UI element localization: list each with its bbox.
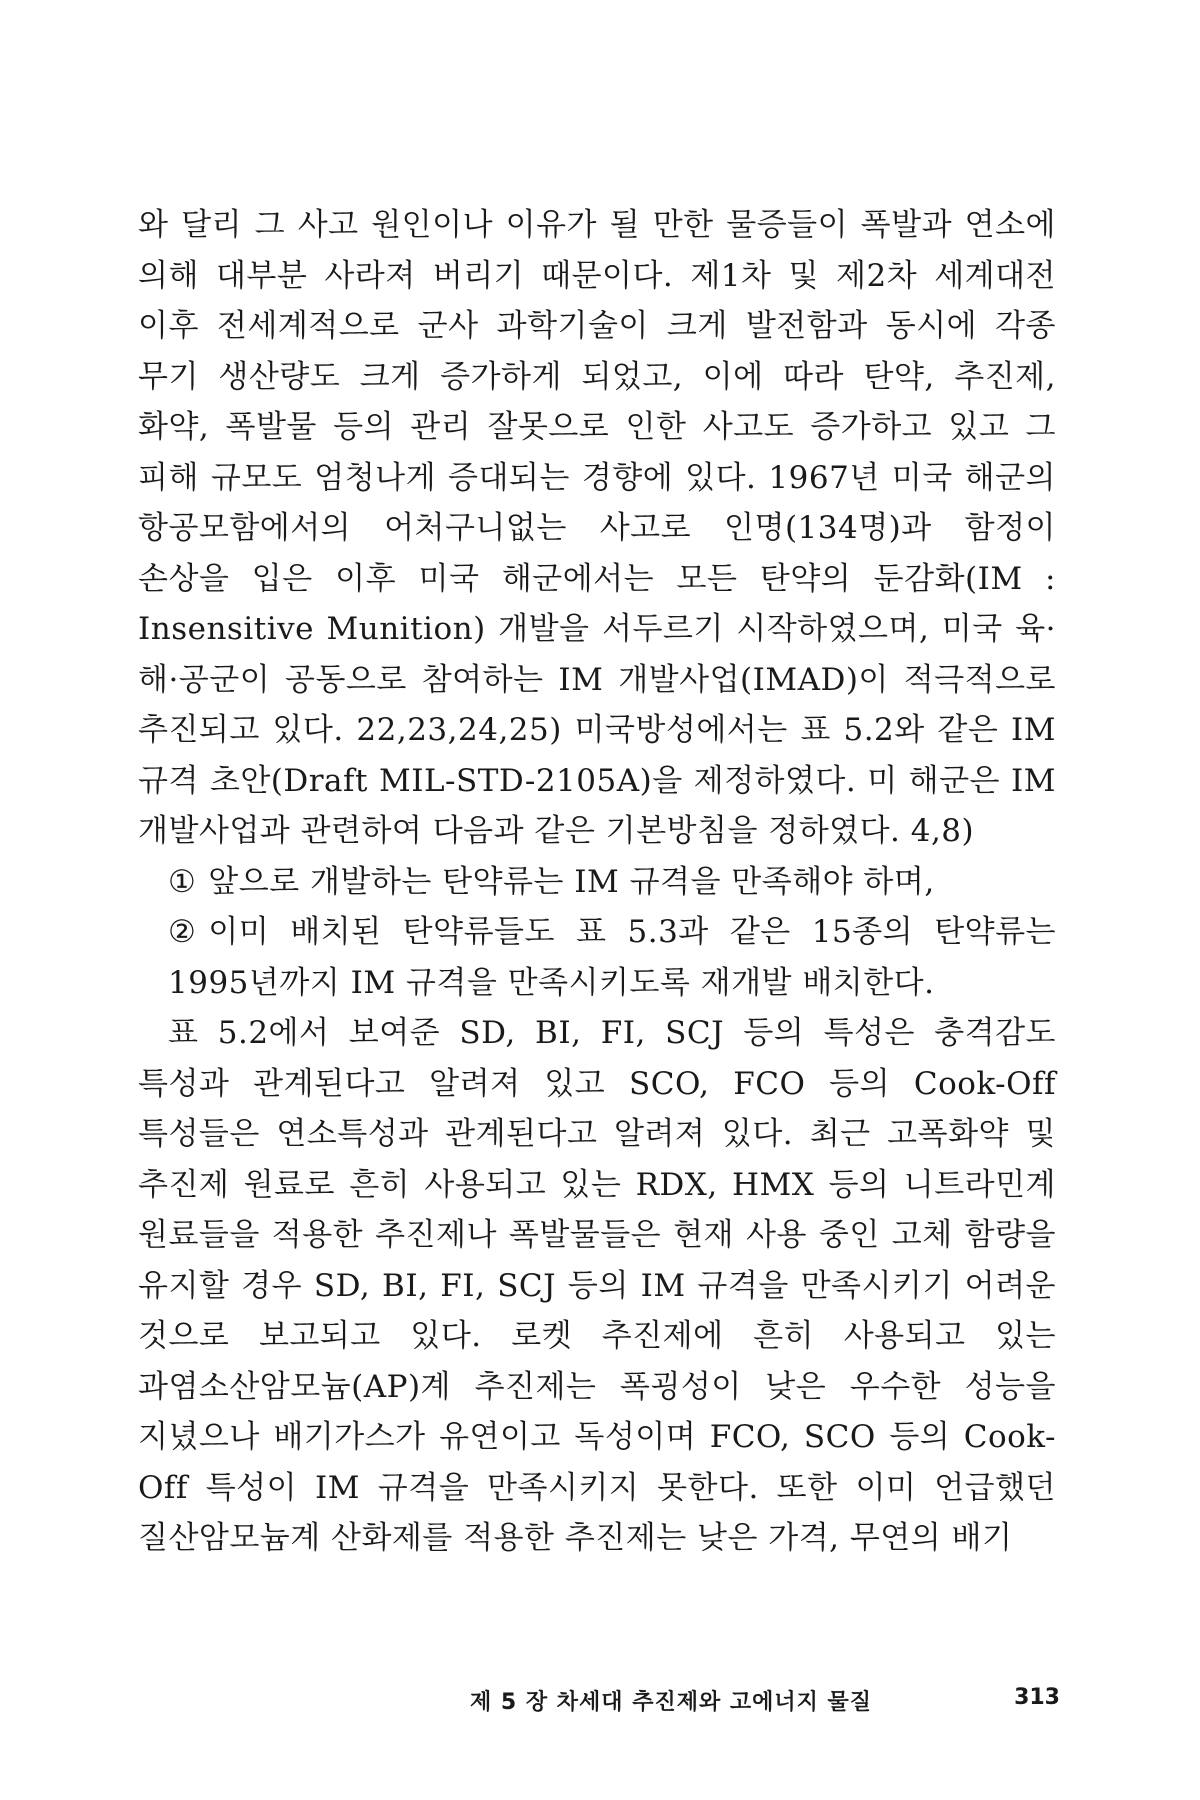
body-paragraph: 와 달리 그 사고 원인이나 이유가 될 만한 물증들이 폭발과 연소에 의해 대부분 사라져 버리기 때문이다. 제1차 및 제2차 세계대전 이후 전세계적으로 군사 과학기술이 크게 발전함과 동시에 각종 무기 생산량도 크게 증가하게 되었고, 이에 따라 탄약, 추진제, 화약, 폭발물 등의 관리 잘못으로 인한 사고도 증가하고 있고 그 피해 규모도 엄청나게 증대되는 경향에 있다. 1967년 미국 해군의 항공모함에서의 어처구니없는 사고로 인명(134명)과 함정이 손상을 입은 이후 미국 해군에서는 모든 탄약의 둔감화(IM : Insensitive Munition) 개발을 서두르기 시작하였으며, 미국 육·해·공군이 공동으로 참여하는 IM 개발사업(IMAD)이 적극적으로 추진되고 있다. 22,23,24,25) 미국방성에서는 표 5.2와 같은 IM 규격 초안(Draft MIL-STD-2105A)을 제정하였다. 미 해군은 IM 개발사업과 관련하여 다음과 같은 기본방침을 정하였다. 4,8) xyxy=(138,207,1056,849)
page-footer xyxy=(470,1685,1060,1716)
policy-list xyxy=(138,857,1056,1009)
list-marker: ① xyxy=(168,863,197,900)
body-paragraph: 표 5.2에서 보여준 SD, BI, FI, SCJ 등의 특성은 충격감도 특성과 관계된다고 알려져 있고 SCO, FCO 등의 Cook-Off 특성들은 연소특성과 관계된다고 알려져 있다. 최근 고폭화약 및 추진제 원료로 흔히 사용되고 있는 RDX, HMX 등의 니트라민계 원료들을 적용한 추진제나 폭발물들은 현재 사용 중인 고체 함량을 유지할 경우 SD, BI, FI, SCJ 등의 IM 규격을 만족시키기 어려운 것으로 보고되고 있다. 로켓 추진제에 흔히 사용되고 있는 과염소산암모늄(AP)계 추진제는 폭굉성이 낮은 우수한 성능을 지녔으나 배기가스가 유연이고 독성이며 FCO, SCO 등의 Cook-Off 특성이 IM 규격을 만족시키지 못한다. 또한 이미 언급했던 질산암모늄계 산화제를 적용한 추진제는 낮은 가격, 무연의 배기 xyxy=(138,1015,1056,1556)
list-item-text: 앞으로 개발하는 탄약류는 IM 규격을 만족해야 하며, xyxy=(208,863,935,900)
list-item xyxy=(138,857,1056,908)
list-item-text: 이미 배치된 탄약류들도 표 5.3과 같은 15종의 탄약류는 1995년까지 IM 규격을 만족시키도록 재개발 배치한다. xyxy=(168,914,1056,1001)
chapter-title: 제 5 장 차세대 추진제와 고에너지 물질 xyxy=(470,1690,873,1715)
page-body xyxy=(138,200,1056,1564)
list-item xyxy=(138,907,1056,1008)
page-number: 313 xyxy=(1014,1685,1060,1710)
list-marker: ② xyxy=(168,914,197,950)
